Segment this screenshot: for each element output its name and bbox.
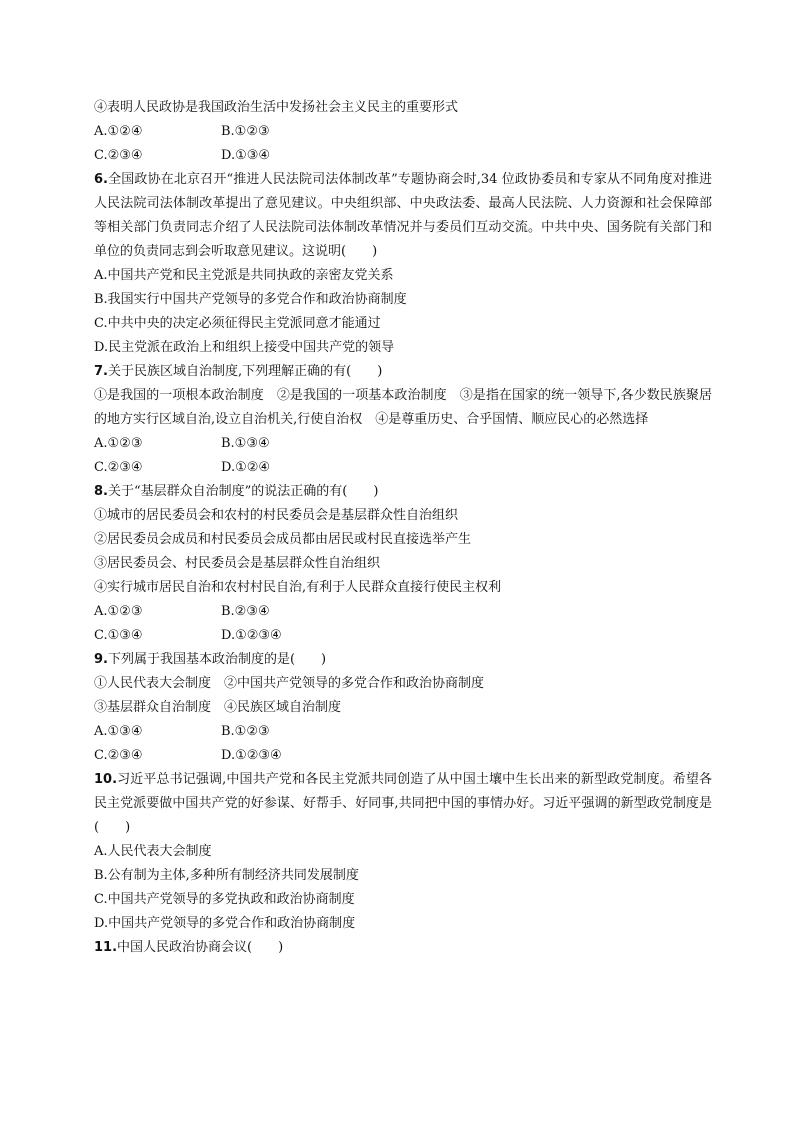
q8-options-row-1: [94, 600, 712, 624]
q5-option-b: B.①②③: [221, 124, 270, 139]
q6-option-d: D.民主党派在政治上和组织上接受中国共产党的领导: [94, 340, 395, 355]
q9-options-row-2: [94, 744, 712, 768]
q6-option-b: B.我国实行中国共产党领导的多党合作和政治协商制度: [94, 292, 407, 307]
q5-option-c: C.②③④: [94, 148, 143, 163]
q8-statement-4: ④实行城市居民自治和农村村民自治,有利于人民群众直接行使民主权利: [94, 580, 502, 595]
q8-option-b: B.②③④: [221, 604, 270, 619]
q5-options-row-1: [94, 120, 712, 144]
q8-statement-2: ②居民委员会成员和村民委员会成员都由居民或村民直接选举产生: [94, 532, 472, 547]
q9-option-c: C.②③④: [94, 748, 143, 763]
q9-statements-2: ③基层群众自治制度 ④民族区域自治制度: [94, 700, 342, 715]
q11-stem: [94, 936, 712, 960]
q9-option-b: B.①②③: [221, 724, 270, 739]
q6-stem: [94, 168, 712, 264]
q8-options-row-2: [94, 624, 712, 648]
q9-number: 9.: [94, 652, 108, 667]
q7-number: 7.: [94, 364, 108, 379]
exam-page: [94, 96, 712, 960]
q10-stem-text: 习近平总书记强调,中国共产党和各民主党派共同创造了从中国土壤中生长出来的新型政党制度。希望各民主党派要做中国共产党的好参谋、好帮手、好同事,共同把中国的事情办好。习近平强调的新型政党制度是( ): [94, 772, 712, 835]
q8-stem: [94, 480, 712, 504]
q8-stem-text: 关于“基层群众自治制度”的说法正确的有( ): [107, 484, 379, 499]
q10-option-b: B.公有制为主体,多种所有制经济共同发展制度: [94, 868, 359, 883]
q7-option-a: A.①②③: [94, 436, 143, 451]
q5-statement-4: ④表明人民政协是我国政治生活中发扬社会主义民主的重要形式: [94, 100, 459, 115]
q7-stem: [94, 360, 712, 384]
q5-option-d: D.①③④: [221, 148, 271, 163]
q8-option-d: D.①②③④: [221, 628, 282, 643]
q8-statement-1: ①城市的居民委员会和农村的村民委员会是基层群众性自治组织: [94, 508, 459, 523]
q7-body: ①是我国的一项根本政治制度 ②是我国的一项基本政治制度 ③是指在国家的统一领导下,各少数民族聚居的地方实行区域自治,设立自治机关,行使自治权 ④是尊重历史、合乎国情、顺应民心的必然选择: [94, 388, 712, 427]
q10-stem: [94, 768, 712, 840]
q10-option-c: C.中国共产党领导的多党执政和政治协商制度: [94, 892, 355, 907]
q10-option-d: D.中国共产党领导的多党合作和政治协商制度: [94, 916, 356, 931]
q7-option-c: C.②③④: [94, 460, 143, 475]
q6-stem-text: 全国政协在北京召开“推进人民法院司法体制改革”专题协商会时,34 位政协委员和专家从不同角度对推进人民法院司法体制改革提出了意见建议。中央组织部、中央政法委、最高人民法院、人力资源和社会保障部等相关部门负责同志介绍了人民法院司法体制改革情况并与委员们互动交流。中共中央、国务院有关部门和单位的负责同志到会听取意见建议。这说明( ): [94, 172, 712, 259]
q6-option-a: A.中国共产党和民主党派是共同执政的亲密友党关系: [94, 268, 394, 283]
q9-stem-text: 下列属于我国基本政治制度的是( ): [107, 652, 327, 667]
q5-options-row-2: [94, 144, 712, 168]
q10-number: 10.: [94, 772, 118, 787]
q7-options-row-1: [94, 432, 712, 456]
q8-number: 8.: [94, 484, 108, 499]
q9-option-a: A.①③④: [94, 724, 143, 739]
q8-option-a: A.①②③: [94, 604, 143, 619]
q7-option-b: B.①③④: [221, 436, 270, 451]
q6-number: 6.: [94, 172, 108, 187]
q9-options-row-1: [94, 720, 712, 744]
q7-stem-text: 关于民族区域自治制度,下列理解正确的有( ): [107, 364, 383, 379]
q10-option-a: A.人民代表大会制度: [94, 844, 212, 859]
q9-stem: [94, 648, 712, 672]
q6-option-c: C.中共中央的决定必须征得民主党派同意才能通过: [94, 316, 381, 331]
q8-statement-3: ③居民委员会、村民委员会是基层群众性自治组织: [94, 556, 381, 571]
q7-options-row-2: [94, 456, 712, 480]
q9-option-d: D.①②③④: [221, 748, 282, 763]
q9-statements-1: ①人民代表大会制度 ②中国共产党领导的多党合作和政治协商制度: [94, 676, 485, 691]
q5-option-a: A.①②④: [94, 124, 143, 139]
q8-option-c: C.①③④: [94, 628, 143, 643]
q7-option-d: D.①②④: [221, 460, 271, 475]
q11-number: 11.: [94, 940, 118, 955]
q11-stem-text: 中国人民政治协商会议( ): [117, 940, 284, 955]
